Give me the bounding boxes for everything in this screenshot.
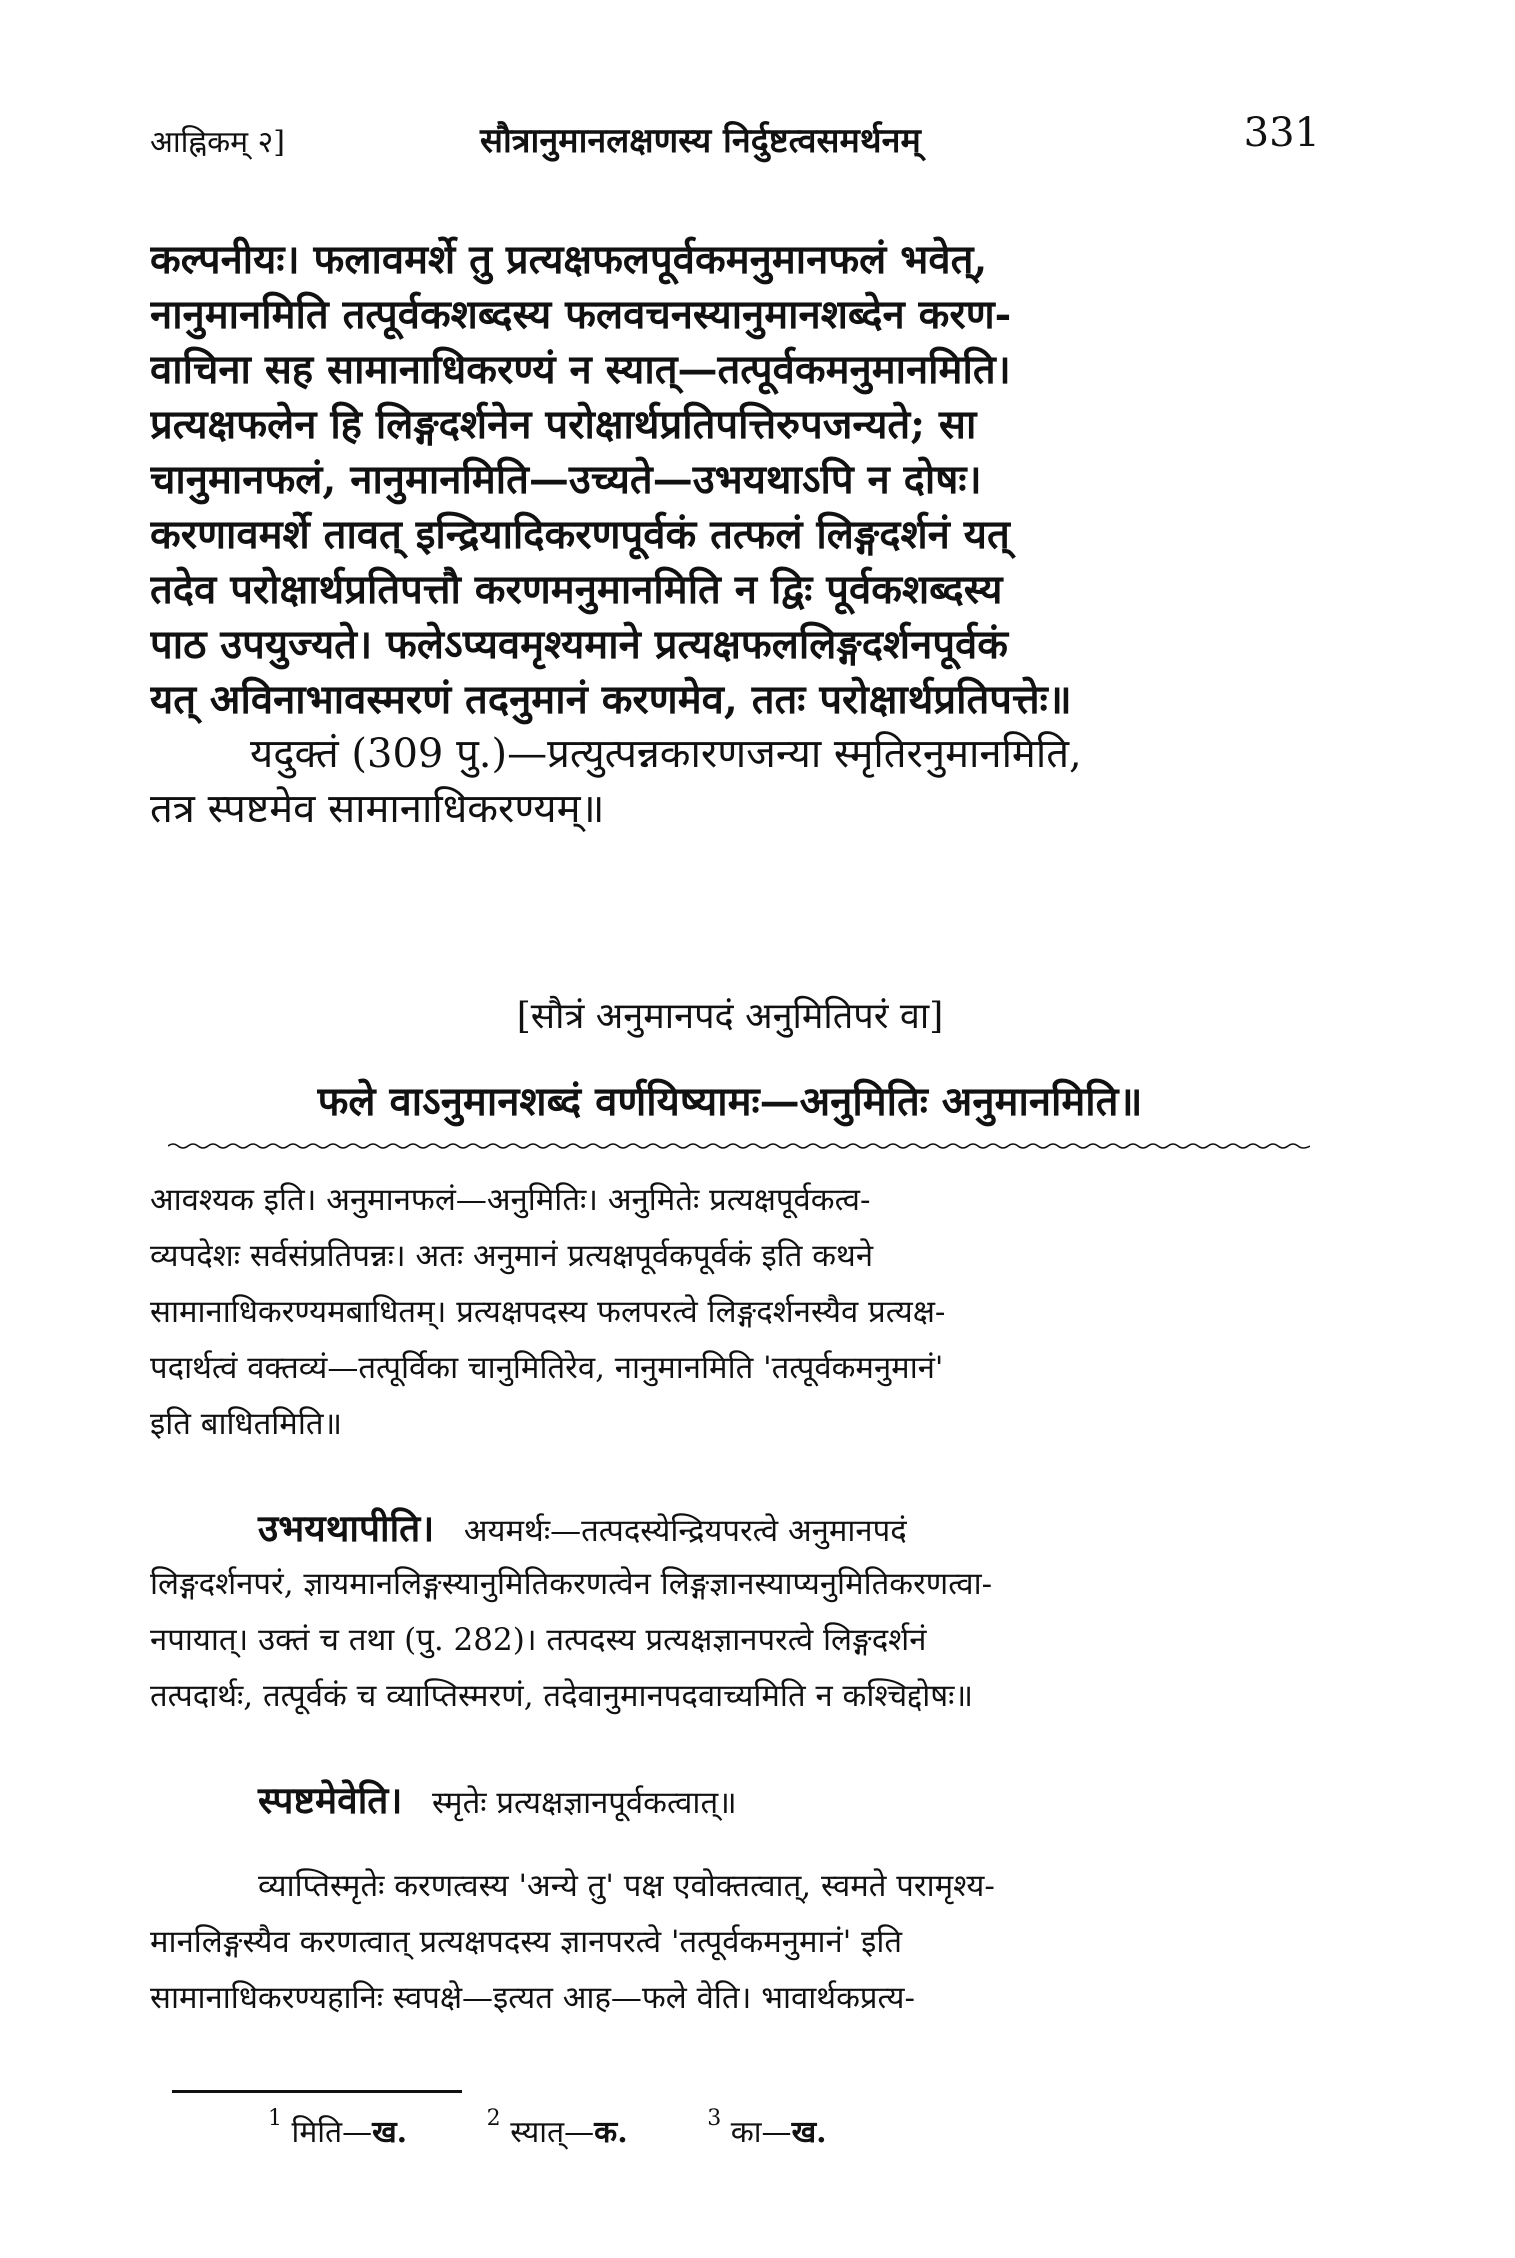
- commentary-text: स्मृतेः प्रत्यक्षज्ञानपूर्वकत्वात्॥: [431, 1785, 737, 1821]
- commentary-line: इति बाधितमिति॥: [150, 1406, 343, 1442]
- footnote-rule: [172, 2090, 462, 2093]
- running-header: [150, 110, 1320, 170]
- commentary-line: [150, 1772, 1310, 1828]
- commentary-line: लिङ्गदर्शनपरं, ज्ञायमानलिङ्गस्यानुमितिकरणत्वेन लिङ्गज्ञानस्याप्यनुमितिकरणत्वा-: [150, 1566, 993, 1602]
- commentary-line: [150, 1500, 1310, 1556]
- header-chapter: आह्निकम् २]: [150, 125, 285, 160]
- commentary-block: [150, 1772, 1310, 1828]
- page-number: 331: [1243, 110, 1320, 156]
- footnote: $^1$ मिति—ख.: [268, 2106, 408, 2150]
- main-line: यत् अविनाभावस्मरणं तदनुमानं करणमेव, ततः परोक्षार्थप्रतिपत्तेः॥: [150, 676, 1072, 723]
- quote-line: तत्र स्पष्टमेव सामानाधिकरण्यम्॥: [150, 786, 605, 832]
- commentary-line: तत्पदार्थः, तत्पूर्वकं च व्याप्तिस्मरणं, तदेवानुमानपदवाच्यमिति न कश्चिद्दोषः॥: [150, 1678, 974, 1714]
- commentary-line: सामानाधिकरण्यहानिः स्वपक्षे—इत्यत आह—फले वेति। भावार्थकप्रत्य-: [150, 1980, 915, 2016]
- section-heading: [सौत्रं अनुमानपदं अनुमितिपरं वा]: [516, 996, 944, 1037]
- commentary-lemma: स्पष्टमेवेति।: [258, 1778, 403, 1822]
- main-line: कल्पनीयः। फलावमर्शे तु प्रत्यक्षफलपूर्वकमनुमानफलं भवेत्,: [150, 236, 988, 283]
- main-text: [150, 232, 1310, 837]
- header-title: सौत्रानुमानलक्षणस्य निर्दुष्टत्वसमर्थनम्: [480, 121, 921, 161]
- footnote: $^2$ स्यात्—क.: [486, 2106, 628, 2150]
- commentary-line: व्यपदेशः सर्वसंप्रतिपन्नः। अतः अनुमानं प्रत्यक्षपूर्वकपूर्वकं इति कथने: [150, 1238, 874, 1274]
- main-line: पाठ उपयुज्यते। फलेऽप्यवमृश्यमाने प्रत्यक्षफललिङ्गदर्शनपूर्वकं: [150, 621, 1009, 668]
- main-line: प्रत्यक्षफलेन हि लिङ्गदर्शनेन परोक्षार्थप्रतिपत्तिरुपजन्यते; सा: [150, 401, 977, 448]
- commentary-lemma: उभयथापीति।: [258, 1506, 435, 1550]
- footnote: $^3$ का—ख.: [707, 2106, 827, 2150]
- commentary-text: अयमर्थः—तत्पदस्येन्द्रियपरत्वे अनुमानपदं: [463, 1513, 907, 1549]
- commentary-line: व्याप्तिस्मृतेः करणत्वस्य 'अन्ये तु' पक्ष एवोक्तत्वात्, स्वमते परामृश्य-: [258, 1868, 995, 1904]
- footnotes: [268, 2106, 1168, 2151]
- main-line: नानुमानमिति तत्पूर्वकशब्दस्य फलवचनस्यानुमानशब्देन करण-: [150, 291, 1012, 338]
- section-sutra-line: फले वाऽनुमानशब्दं वर्णयिष्यामः—अनुमितिः अनुमानमिति॥: [317, 1078, 1143, 1125]
- wavy-divider: [168, 1142, 1310, 1150]
- main-line: तदेव परोक्षार्थप्रतिपत्तौ करणमनुमानमिति न द्विः पूर्वकशब्दस्य: [150, 566, 1003, 613]
- commentary-line: आवश्यक इति। अनुमानफलं—अनुमितिः। अनुमितेः प्रत्यक्षपूर्वकत्व-: [150, 1182, 871, 1218]
- main-line: करणावमर्शे तावत् इन्द्रियादिकरणपूर्वकं तत्फलं लिङ्गदर्शनं यत्: [150, 511, 1010, 558]
- main-line: वाचिना सह सामानाधिकरण्यं न स्यात्—तत्पूर्वकमनुमानमिति।: [150, 346, 1011, 393]
- quote-line: यदुक्तं (309 पु.)—प्रत्युत्पन्नकारणजन्या स्मृतिरनुमानमिति,: [250, 731, 1082, 777]
- commentary-line: सामानाधिकरण्यमबाधितम्। प्रत्यक्षपदस्य फलपरत्वे लिङ्गदर्शनस्यैव प्रत्यक्ष-: [150, 1294, 946, 1330]
- commentary-block: [150, 1172, 1310, 1452]
- commentary-line: पदार्थत्वं वक्तव्यं—तत्पूर्विका चानुमितिरेव, नानुमानमिति 'तत्पूर्वकमनुमानं': [150, 1350, 944, 1386]
- main-line: चानुमानफलं, नानुमानमिति—उच्यते—उभयथाऽपि न दोषः।: [150, 456, 982, 503]
- commentary-block: [150, 1858, 1310, 2026]
- commentary-block: [150, 1500, 1310, 1724]
- commentary-line: नपायात्। उक्तं च तथा (पु. 282)। तत्पदस्य प्रत्यक्षज्ञानपरत्वे लिङ्गदर्शनं: [150, 1622, 927, 1658]
- commentary-line: मानलिङ्गस्यैव करणत्वात् प्रत्यक्षपदस्य ज्ञानपरत्वे 'तत्पूर्वकमनुमानं' इति: [150, 1924, 903, 1960]
